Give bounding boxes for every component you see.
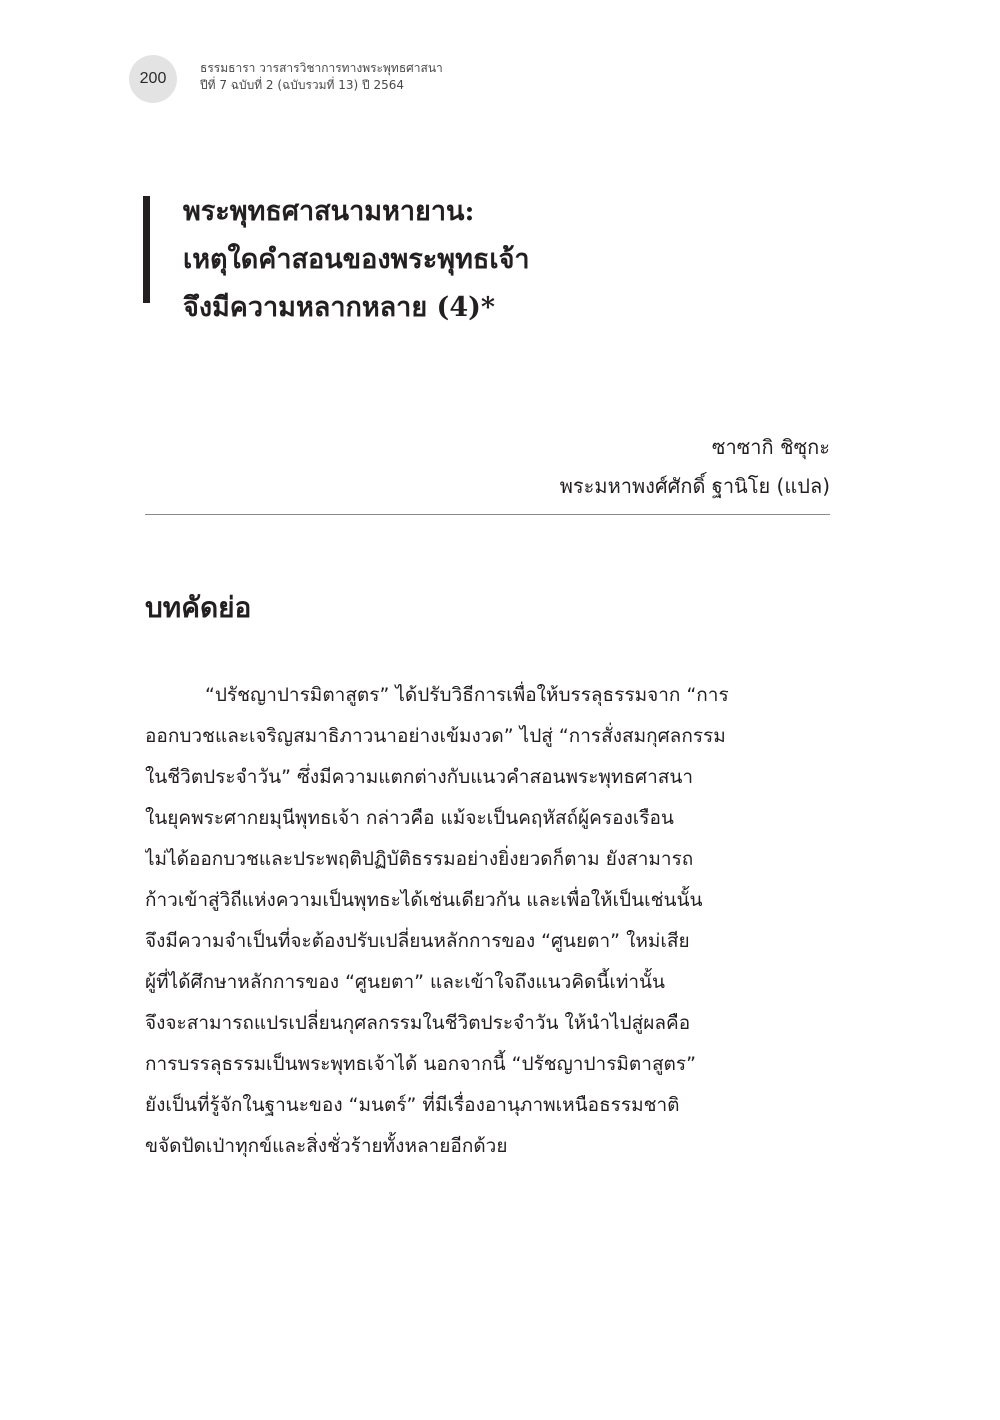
abstract-line: ขจัดปัดเป่าทุกข์และสิ่งชั่วร้ายทั้งหลายอีกด้วย <box>145 1135 508 1157</box>
abstract-line: ในยุคพระศากยมุนีพุทธเจ้า กล่าวคือ แม้จะเป็นคฤหัสถ์ผู้ครองเรือน <box>145 807 674 829</box>
title-line: จึงมีความหลากหลาย (4)* <box>183 292 496 323</box>
abstract-line: จึงมีความจำเป็นที่จะต้องปรับเปลี่ยนหลักการของ “ศูนยตา” ใหม่เสีย <box>145 930 690 952</box>
abstract-heading: บทคัดย่อ <box>145 591 252 624</box>
abstract-line: ผู้ที่ได้ศึกษาหลักการของ “ศูนยตา” และเข้าใจถึงแนวคิดนี้เท่านั้น <box>145 971 666 993</box>
title-line: พระพุทธศาสนามหายาน: <box>183 196 475 227</box>
page-number-badge <box>129 55 177 103</box>
abstract-line: ก้าวเข้าสู่วิถีแห่งความเป็นพุทธะได้เช่นเดียวกัน และเพื่อให้เป็นเช่นนั้น <box>145 889 703 911</box>
author-block <box>560 428 830 506</box>
abstract-body <box>145 675 830 1167</box>
divider-rule <box>145 514 830 515</box>
title-accent-bar <box>143 196 150 303</box>
article-title <box>183 188 530 332</box>
journal-title: ธรรมธารา วารสารวิชาการทางพระพุทธศาสนา <box>200 61 443 75</box>
author-name: ซาซากิ ชิซุกะ <box>711 435 830 459</box>
issue-info: ปีที่ 7 ฉบับที่ 2 (ฉบับรวมที่ 13) ปี 2564 <box>200 78 405 92</box>
abstract-line: การบรรลุธรรมเป็นพระพุทธเจ้าได้ นอกจากนี้ “ปรัชญาปารมิตาสูตร” <box>145 1053 696 1075</box>
running-header <box>200 60 443 94</box>
abstract-line: ไม่ได้ออกบวชและประพฤติปฏิบัติธรรมอย่างยิ่งยวดก็ตาม ยังสามารถ <box>145 848 694 870</box>
page-number: 200 <box>139 70 167 87</box>
abstract-line: “ปรัชญาปารมิตาสูตร” ได้ปรับวิธีการเพื่อให้บรรลุธรรมจาก “การ <box>205 684 729 706</box>
abstract-line: ในชีวิตประจำวัน” ซึ่งมีความแตกต่างกับแนวคำสอนพระพุทธศาสนา <box>145 766 694 788</box>
translator-name: พระมหาพงศ์ศักดิ์ ฐานิโย (แปล) <box>559 474 830 498</box>
title-line: เหตุใดคำสอนของพระพุทธเจ้า <box>183 244 530 275</box>
abstract-line: จึงจะสามารถแปรเปลี่ยนกุศลกรรมในชีวิตประจำวัน ให้นำไปสู่ผลคือ <box>145 1012 691 1034</box>
abstract-line: ออกบวชและเจริญสมาธิภาวนาอย่างเข้มงวด” ไปสู่ “การสั่งสมกุศลกรรม <box>145 725 726 747</box>
abstract-line: ยังเป็นที่รู้จักในฐานะของ “มนตร์” ที่มีเรื่องอานุภาพเหนือธรรมชาติ <box>145 1094 680 1116</box>
